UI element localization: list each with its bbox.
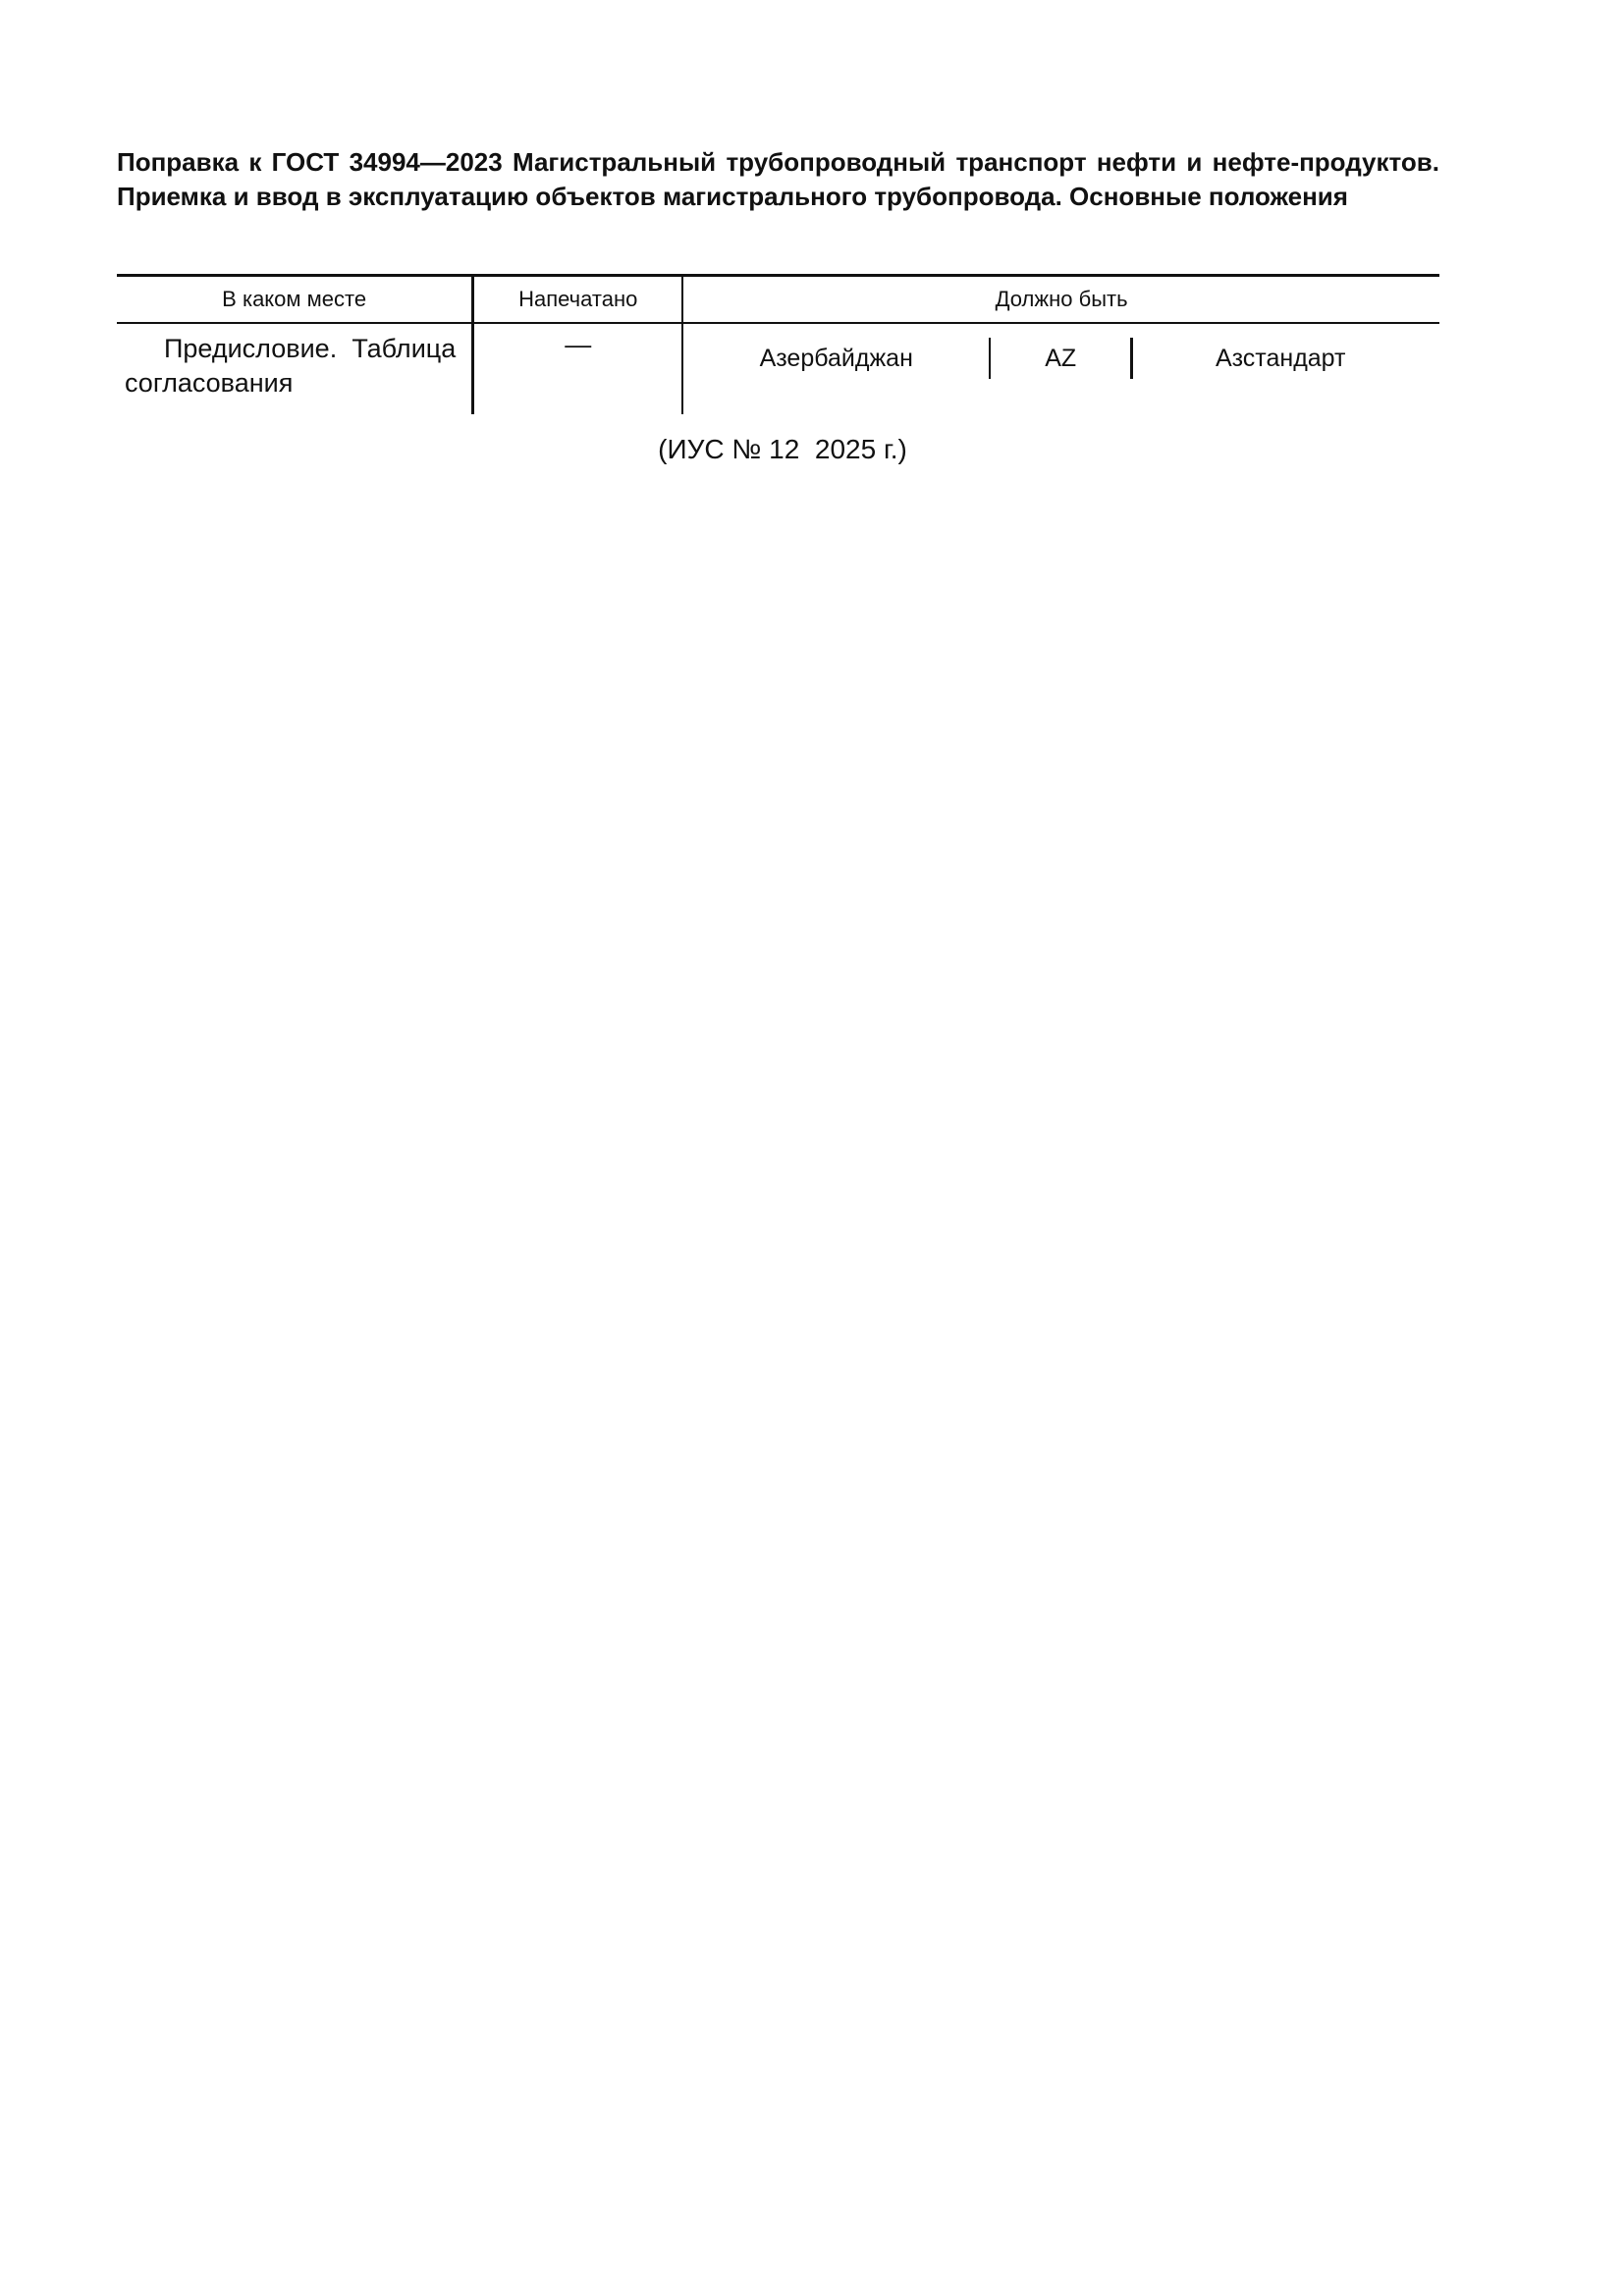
table-row	[117, 323, 1439, 414]
amendment-table	[117, 274, 1439, 414]
cell-should-be	[682, 323, 1439, 414]
country-code: AZ	[991, 338, 1133, 379]
ius-reference: (ИУС № 12 2025 г.)	[658, 434, 907, 464]
header-should-be: Должно быть	[682, 276, 1439, 324]
country-name: Азербайджан	[683, 338, 991, 379]
should-be-entry	[683, 338, 1439, 379]
header-printed: Напечатано	[473, 276, 682, 324]
amendment-title: Поправка к ГОСТ 34994—2023 Магистральный трубопроводный транспорт нефти и нефте-продуктов. Приемка и ввод в эксплуатацию объектов магистрального трубопровода. Основные положения	[117, 147, 1439, 211]
table-header-row	[117, 276, 1439, 324]
header-place: В каком месте	[117, 276, 473, 324]
cell-place: Предисловие. Таблица согласования	[117, 323, 473, 414]
cell-printed: —	[473, 323, 682, 414]
standards-body-name: Азстандарт	[1215, 345, 1346, 372]
